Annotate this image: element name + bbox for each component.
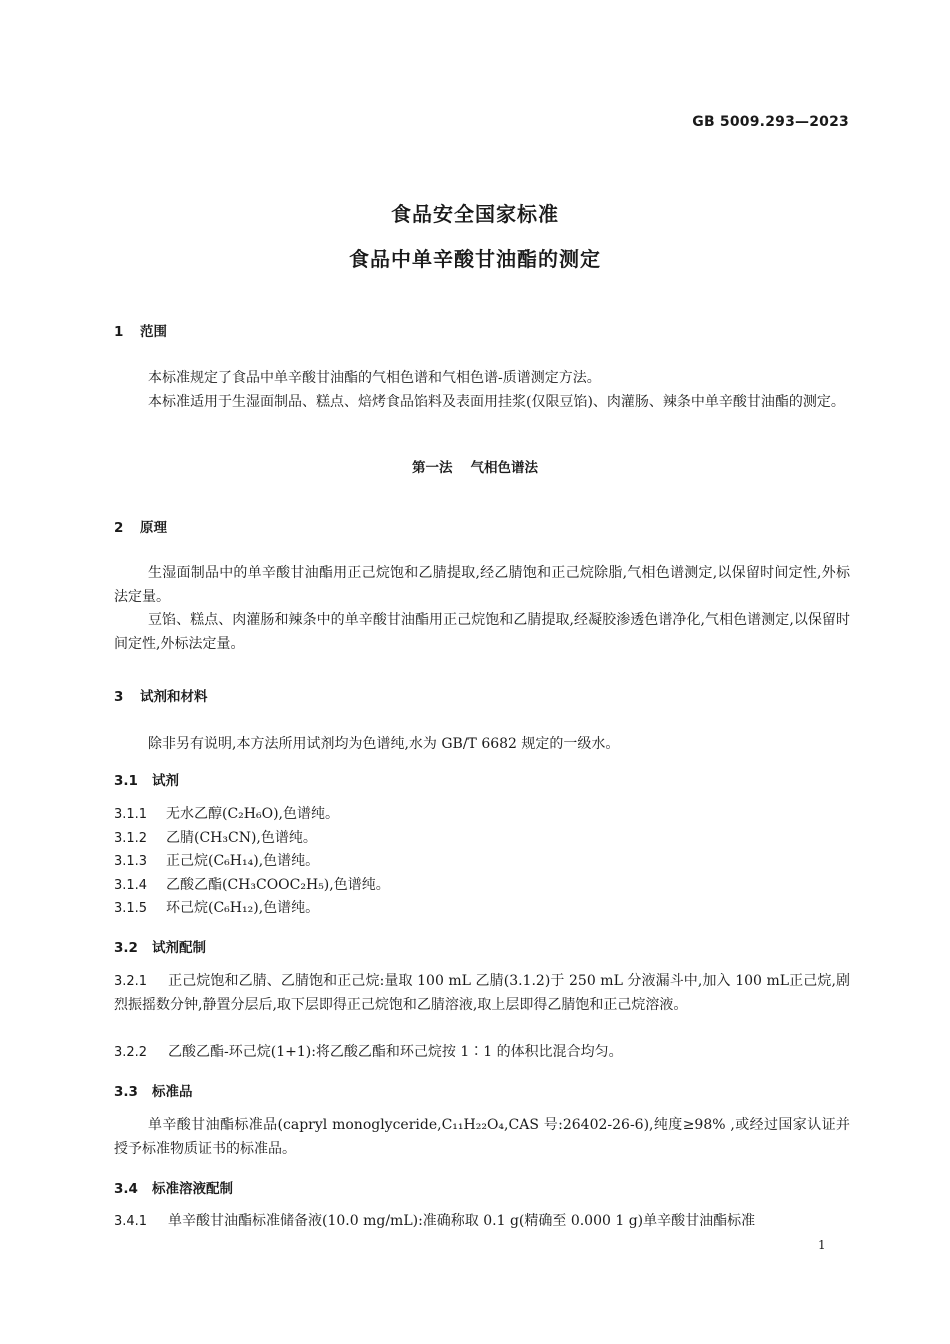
item-purity: ,色谱纯。 xyxy=(278,806,339,822)
subsection-number: 3.1 xyxy=(114,773,138,789)
subsection-title: 标准品 xyxy=(152,1084,193,1100)
item-number: 3.2.1 xyxy=(114,974,148,989)
list-item xyxy=(114,897,850,921)
item-number: 3.2.2 xyxy=(114,1045,148,1060)
section-number: 3 xyxy=(114,689,124,705)
item-formula: (CH₃COOC₂H₅) xyxy=(222,877,330,893)
paragraph: 单辛酸甘油酯标准品(capryl monoglyceride,C₁₁H₂₂O₄,CAS 号:26402-26-6),纯度≥98% ,或经过国家认证并授予标准物质证书的标准品。 xyxy=(114,1117,850,1157)
subsection-title: 试剂配制 xyxy=(152,940,206,956)
paragraph: 豆馅、糕点、肉灌肠和辣条中的单辛酸甘油酯用正己烷饱和乙腈提取,经凝胶渗透色谱净化,气相色谱测定,以保留时间定性,外标法定量。 xyxy=(114,612,850,652)
section-heading-reagents xyxy=(114,685,208,705)
item-name: 正己烷 xyxy=(166,853,208,869)
paragraph: 除非另有说明,本方法所用试剂均为色谱纯,水为 GB/T 6682 规定的一级水。 xyxy=(148,736,620,752)
subsection-number: 3.4 xyxy=(114,1181,138,1197)
item-number: 3.4.1 xyxy=(114,1214,148,1229)
item-formula: (CH₃CN) xyxy=(194,830,257,846)
section-title: 原理 xyxy=(140,520,167,536)
list-item xyxy=(114,850,850,874)
item-text: 单辛酸甘油酯标准储备液(10.0 mg/mL):准确称取 0.1 g(精确至 0.000 1 g)单辛酸甘油酯标准 xyxy=(168,1213,756,1229)
list-item xyxy=(114,1210,850,1234)
item-purity: ,色谱纯。 xyxy=(258,853,320,869)
list-item xyxy=(114,1041,850,1065)
item-purity: ,色谱纯。 xyxy=(256,830,317,846)
list-item xyxy=(114,803,850,827)
item-formula: (C₂H₆O) xyxy=(222,806,279,822)
item-number: 3.1.5 xyxy=(114,901,148,916)
item-purity: ,色谱纯。 xyxy=(258,900,320,916)
subsection-heading-reagent-prep xyxy=(114,936,206,956)
item-formula: (C₆H₁₄) xyxy=(208,853,259,869)
section-heading-scope xyxy=(114,320,167,340)
item-text: 乙酸乙酯-环己烷(1+1):将乙酸乙酯和环己烷按 1∶1 的体积比混合均匀。 xyxy=(168,1044,623,1060)
item-name: 乙酸乙酯 xyxy=(166,877,222,893)
subsection-heading-standard-solution xyxy=(114,1177,233,1197)
standard-number: GB 5009.293—2023 xyxy=(692,114,849,130)
list-item xyxy=(114,827,850,851)
item-text: 正己烷饱和乙腈、乙腈饱和正己烷:量取 100 mL 乙腈(3.1.2)于 250 mL 分液漏斗中,加入 100 mL正己烷,剧烈振摇数分钟,静置分层后,取下层即得正己烷饱和乙腈溶液,取上层即得乙腈饱和正己烷溶液。 xyxy=(114,973,850,1013)
method-label: 第一法 xyxy=(412,460,453,476)
subsection-number: 3.3 xyxy=(114,1084,138,1100)
item-number: 3.1.4 xyxy=(114,878,148,893)
item-purity: ,色谱纯。 xyxy=(329,877,390,893)
page-number: 1 xyxy=(818,1238,826,1252)
item-number: 3.1.1 xyxy=(114,807,148,822)
item-name: 乙腈 xyxy=(166,830,194,846)
section-number: 1 xyxy=(114,324,124,340)
subsection-number: 3.2 xyxy=(114,940,138,956)
method-name: 气相色谱法 xyxy=(470,460,538,476)
document-title: 食品安全国家标准 xyxy=(391,202,559,226)
subsection-title: 标准溶液配制 xyxy=(152,1181,233,1197)
list-item xyxy=(114,874,850,898)
subsection-title: 试剂 xyxy=(152,773,179,789)
item-name: 无水乙醇 xyxy=(166,806,222,822)
paragraph: 本标准适用于生湿面制品、糕点、焙烤食品馅料及表面用挂浆(仅限豆馅)、肉灌肠、辣条中单辛酸甘油酯的测定。 xyxy=(148,394,845,410)
subsection-heading-standard xyxy=(114,1080,193,1100)
subsection-heading-reagents xyxy=(114,769,179,789)
method-heading xyxy=(0,456,950,476)
item-number: 3.1.2 xyxy=(114,831,148,846)
section-title: 试剂和材料 xyxy=(140,689,208,705)
section-heading-principle xyxy=(114,516,167,536)
section-title: 范围 xyxy=(140,324,167,340)
list-item xyxy=(114,970,850,1017)
item-name: 环己烷 xyxy=(166,900,208,916)
section-number: 2 xyxy=(114,520,124,536)
paragraph: 生湿面制品中的单辛酸甘油酯用正己烷饱和乙腈提取,经乙腈饱和正己烷除脂,气相色谱测定,以保留时间定性,外标法定量。 xyxy=(114,565,850,605)
paragraph: 本标准规定了食品中单辛酸甘油酯的气相色谱和气相色谱-质谱测定方法。 xyxy=(148,370,601,386)
item-formula: (C₆H₁₂) xyxy=(208,900,259,916)
item-number: 3.1.3 xyxy=(114,854,148,869)
document-subtitle: 食品中单辛酸甘油酯的测定 xyxy=(349,247,601,271)
